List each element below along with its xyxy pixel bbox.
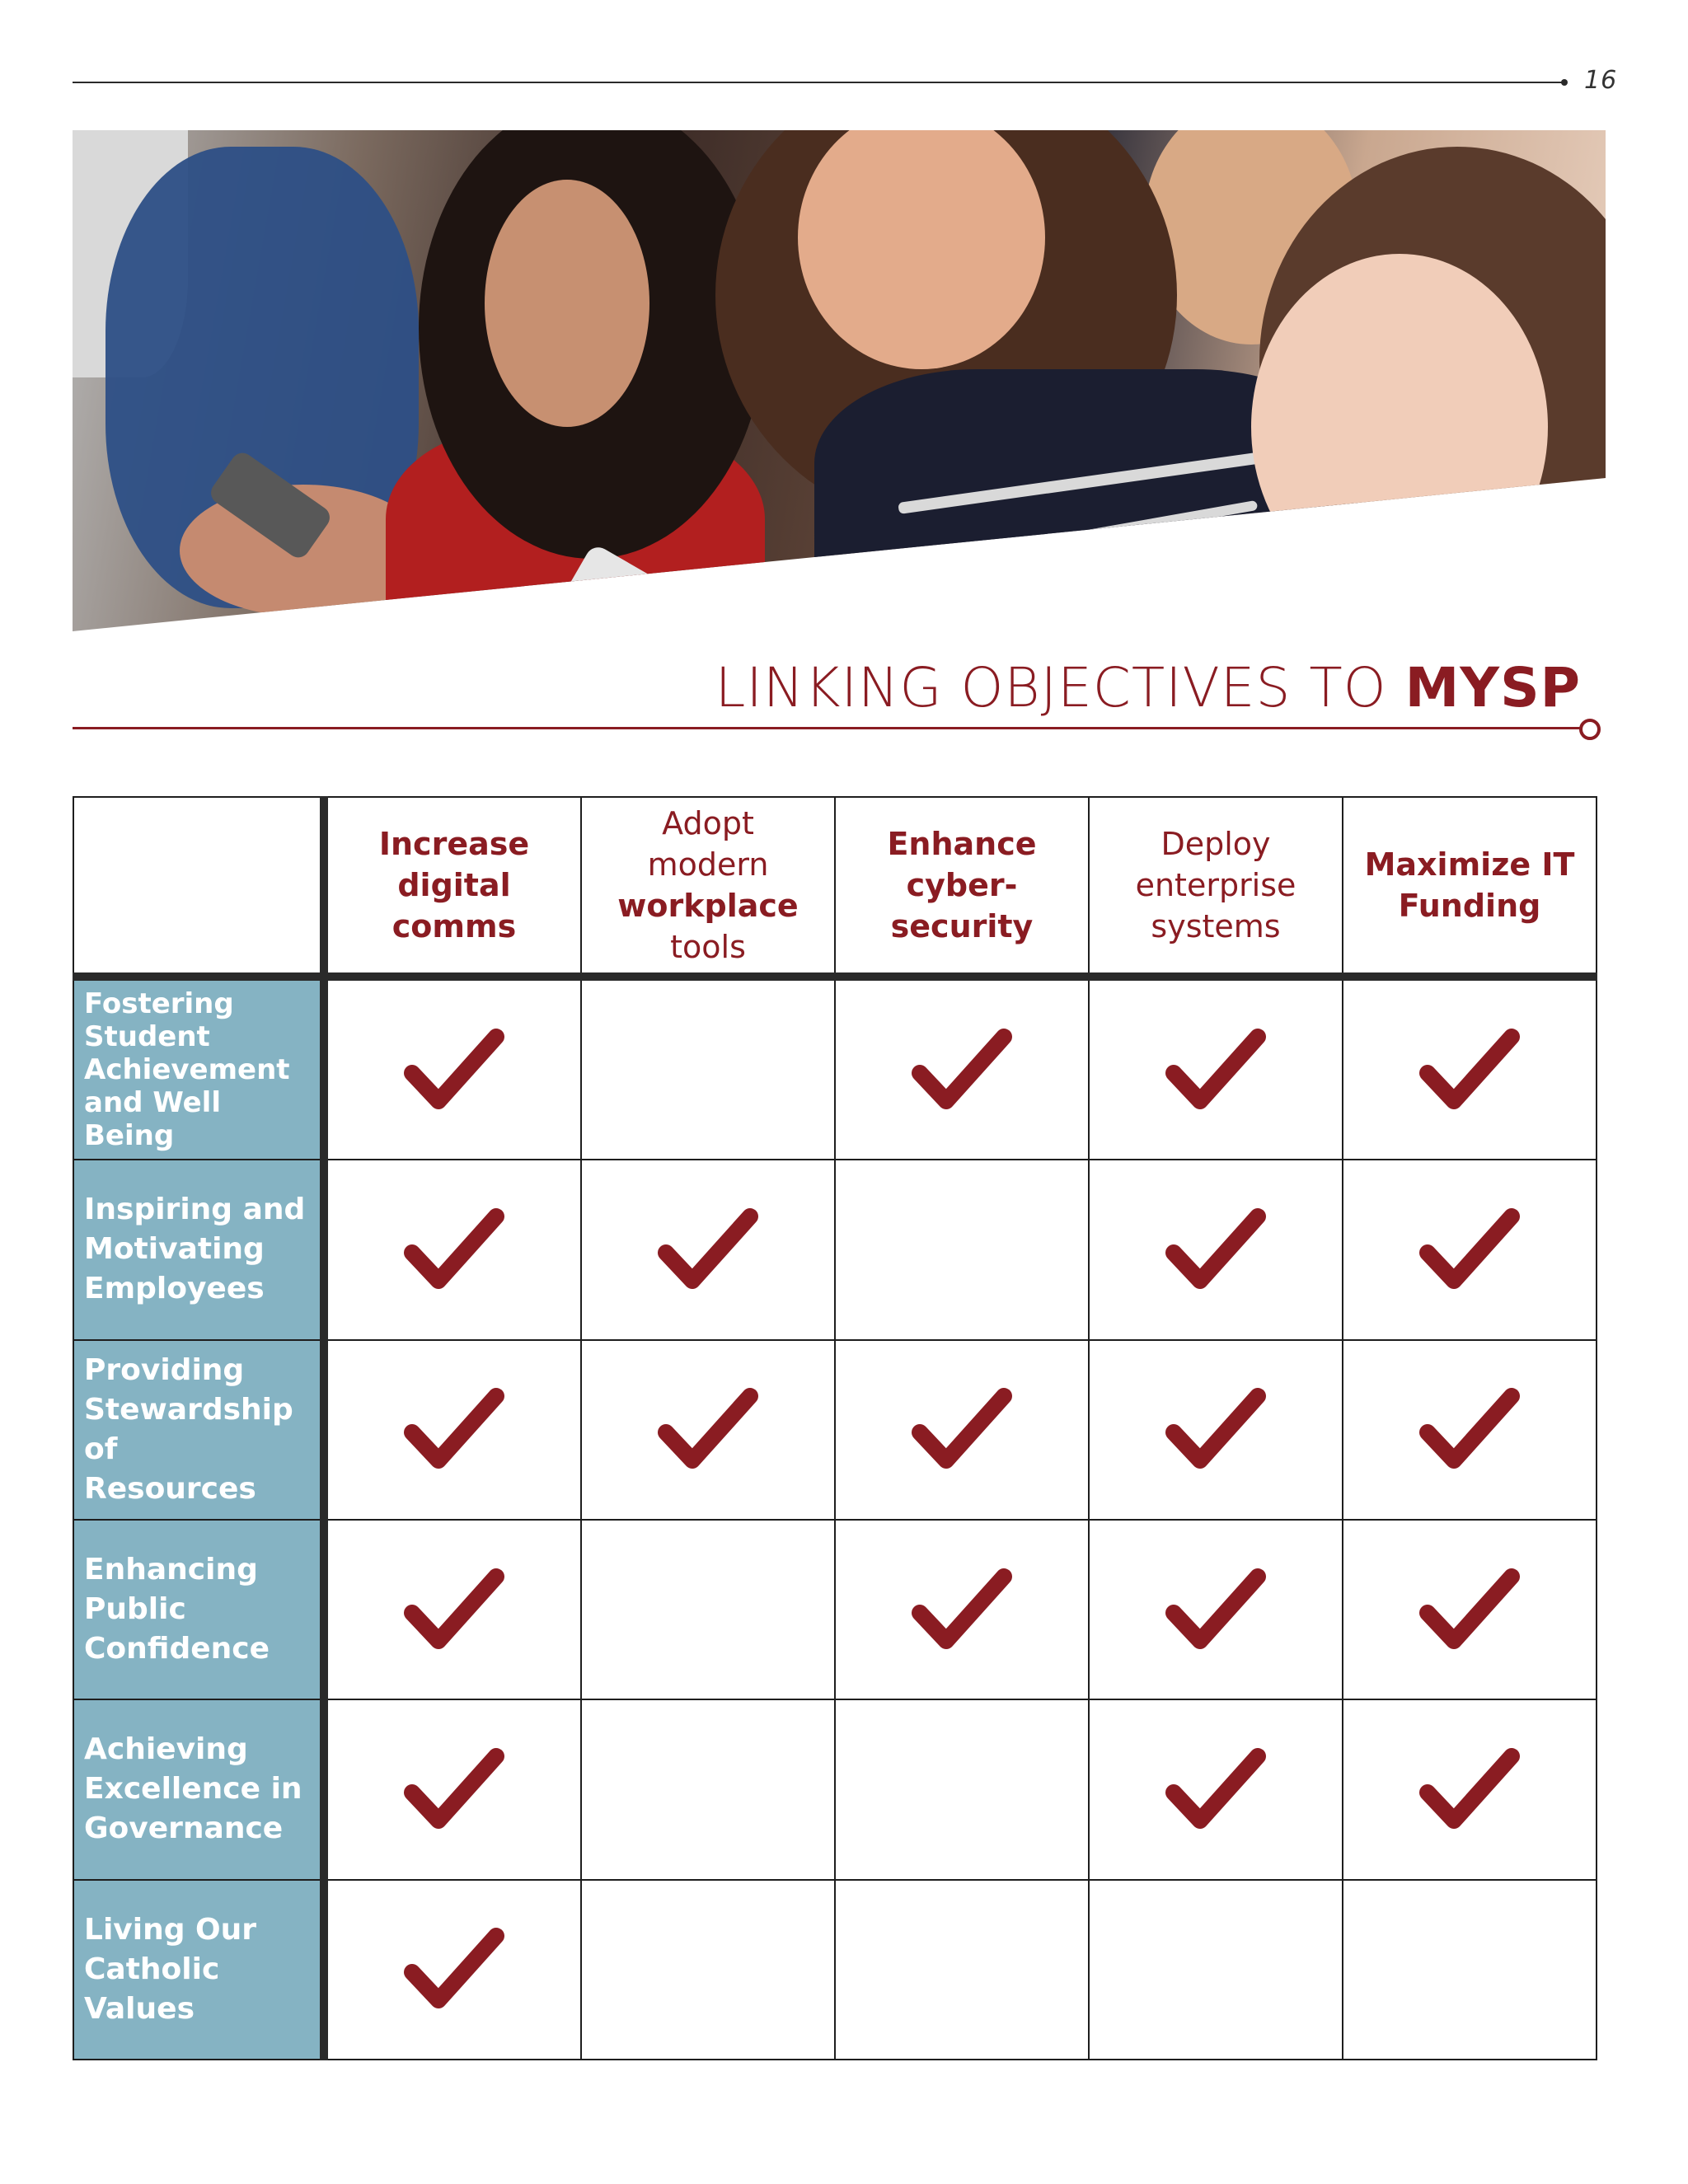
row-header-line: Fostering <box>84 987 234 1021</box>
section-title <box>577 656 1581 719</box>
title-rule <box>73 727 1584 729</box>
table-cell <box>581 1880 835 2060</box>
table-cell <box>581 977 835 1160</box>
table-cell <box>324 1880 581 2060</box>
column-header-4 <box>1343 797 1597 977</box>
row-header-1 <box>73 1160 324 1339</box>
checkmark-icon <box>1164 1385 1268 1470</box>
checkmark-icon <box>656 1205 760 1291</box>
column-header-line: systems <box>1151 908 1281 944</box>
column-header-0 <box>324 797 581 977</box>
corner-cell <box>73 797 324 977</box>
row-header-line: Living Our <box>84 1912 257 1947</box>
row-header-line: Confidence <box>84 1632 270 1666</box>
checkmark-icon <box>1164 1565 1268 1651</box>
top-rule-dot <box>1561 79 1568 86</box>
top-rule <box>73 82 1564 83</box>
row-header-line: Achieving <box>84 1732 248 1767</box>
checkmark-icon <box>1164 1025 1268 1111</box>
row-header-line: Providing <box>84 1352 245 1387</box>
table-cell <box>581 1520 835 1699</box>
table-row <box>73 1520 1597 1699</box>
table-cell <box>1089 1520 1343 1699</box>
title-rule-circle <box>1579 719 1601 740</box>
table-row <box>73 977 1597 1160</box>
column-header-line: Deploy <box>1160 826 1271 862</box>
table-cell <box>324 1699 581 1879</box>
row-header-3 <box>73 1520 324 1699</box>
objectives-table <box>73 796 1591 2060</box>
students-using-phones-photo <box>73 130 1606 631</box>
table-body <box>73 977 1597 2060</box>
column-header-line: Adopt <box>662 805 754 841</box>
checkmark-icon <box>910 1025 1014 1111</box>
table-cell <box>1089 977 1343 1160</box>
checkmark-icon <box>1418 1385 1522 1470</box>
row-header-line: Being <box>84 1119 175 1153</box>
checkmark-icon <box>910 1565 1014 1651</box>
row-header-line: Enhancing <box>84 1553 258 1587</box>
checkmark-icon <box>1164 1745 1268 1830</box>
row-header-line: Public <box>84 1592 186 1627</box>
checkmark-icon <box>402 1924 506 2010</box>
column-header-line: digital <box>397 867 511 903</box>
table-cell <box>835 977 1089 1160</box>
table-cell <box>1089 1880 1343 2060</box>
header-row <box>73 797 1597 977</box>
row-header-4 <box>73 1699 324 1879</box>
column-header-1 <box>581 797 835 977</box>
row-header-line: Excellence in <box>84 1772 302 1807</box>
table-cell <box>324 1520 581 1699</box>
table-cell <box>835 1880 1089 2060</box>
table-row <box>73 1699 1597 1879</box>
checkmark-icon <box>910 1385 1014 1470</box>
checkmark-icon <box>402 1025 506 1111</box>
row-header-line: Governance <box>84 1811 284 1846</box>
row-header-line: Motivating <box>84 1232 265 1267</box>
row-header-line: and Well <box>84 1086 221 1120</box>
page-number: 16 <box>1584 66 1618 95</box>
table-cell <box>1343 1699 1597 1879</box>
column-header-3 <box>1089 797 1343 977</box>
row-header-line: Resources <box>84 1471 256 1506</box>
column-header-line: comms <box>392 908 517 944</box>
table-cell <box>835 1520 1089 1699</box>
table-cell <box>1343 1340 1597 1520</box>
column-header-line: Maximize IT <box>1364 846 1575 883</box>
column-header-line: Funding <box>1398 888 1541 924</box>
table-cell <box>324 977 581 1160</box>
table-cell <box>1089 1340 1343 1520</box>
row-header-line: Student <box>84 1020 210 1054</box>
table-cell <box>581 1160 835 1339</box>
row-header-2 <box>73 1340 324 1520</box>
checkmark-icon <box>402 1745 506 1830</box>
table-row <box>73 1160 1597 1339</box>
column-header-line: security <box>890 908 1034 944</box>
checkmark-icon <box>1164 1205 1268 1291</box>
checkmark-icon <box>402 1385 506 1470</box>
checkmark-icon <box>1418 1565 1522 1651</box>
section-title-bold: MYSP <box>1404 656 1581 719</box>
table-cell <box>835 1160 1089 1339</box>
row-header-line: Values <box>84 1991 195 2026</box>
table-cell <box>1343 1160 1597 1339</box>
row-header-5 <box>73 1880 324 2060</box>
objectives-table-grid <box>73 796 1597 2060</box>
row-header-line: Catholic <box>84 1952 220 1986</box>
column-header-line: Enhance <box>887 826 1037 862</box>
section-title-light: LINKING OBJECTIVES TO <box>715 656 1405 719</box>
table-cell <box>581 1699 835 1879</box>
checkmark-icon <box>402 1205 506 1291</box>
column-header-line: workplace <box>617 888 799 924</box>
column-header-line: tools <box>670 929 746 965</box>
table-cell <box>324 1340 581 1520</box>
checkmark-icon <box>656 1385 760 1470</box>
row-header-line: Achievement <box>84 1053 290 1087</box>
column-header-line: modern <box>647 846 769 883</box>
checkmark-icon <box>1418 1745 1522 1830</box>
table-cell <box>1343 977 1597 1160</box>
table-cell <box>1343 1880 1597 2060</box>
row-header-line: Stewardship of <box>84 1392 293 1466</box>
column-header-line: enterprise <box>1135 867 1296 903</box>
column-header-line: cyber- <box>906 867 1018 903</box>
table-cell <box>1089 1160 1343 1339</box>
table-cell <box>835 1699 1089 1879</box>
table-cell <box>835 1340 1089 1520</box>
row-header-line: Employees <box>84 1272 265 1306</box>
table-cell <box>1343 1520 1597 1699</box>
table-row <box>73 1340 1597 1520</box>
row-header-0 <box>73 977 324 1160</box>
checkmark-icon <box>1418 1025 1522 1111</box>
table-cell <box>1089 1699 1343 1879</box>
table-cell <box>581 1340 835 1520</box>
table-row <box>73 1880 1597 2060</box>
row-header-line: Inspiring and <box>84 1193 306 1227</box>
column-header-2 <box>835 797 1089 977</box>
checkmark-icon <box>1418 1205 1522 1291</box>
table-cell <box>324 1160 581 1339</box>
checkmark-icon <box>402 1565 506 1651</box>
column-header-line: Increase <box>378 826 530 862</box>
